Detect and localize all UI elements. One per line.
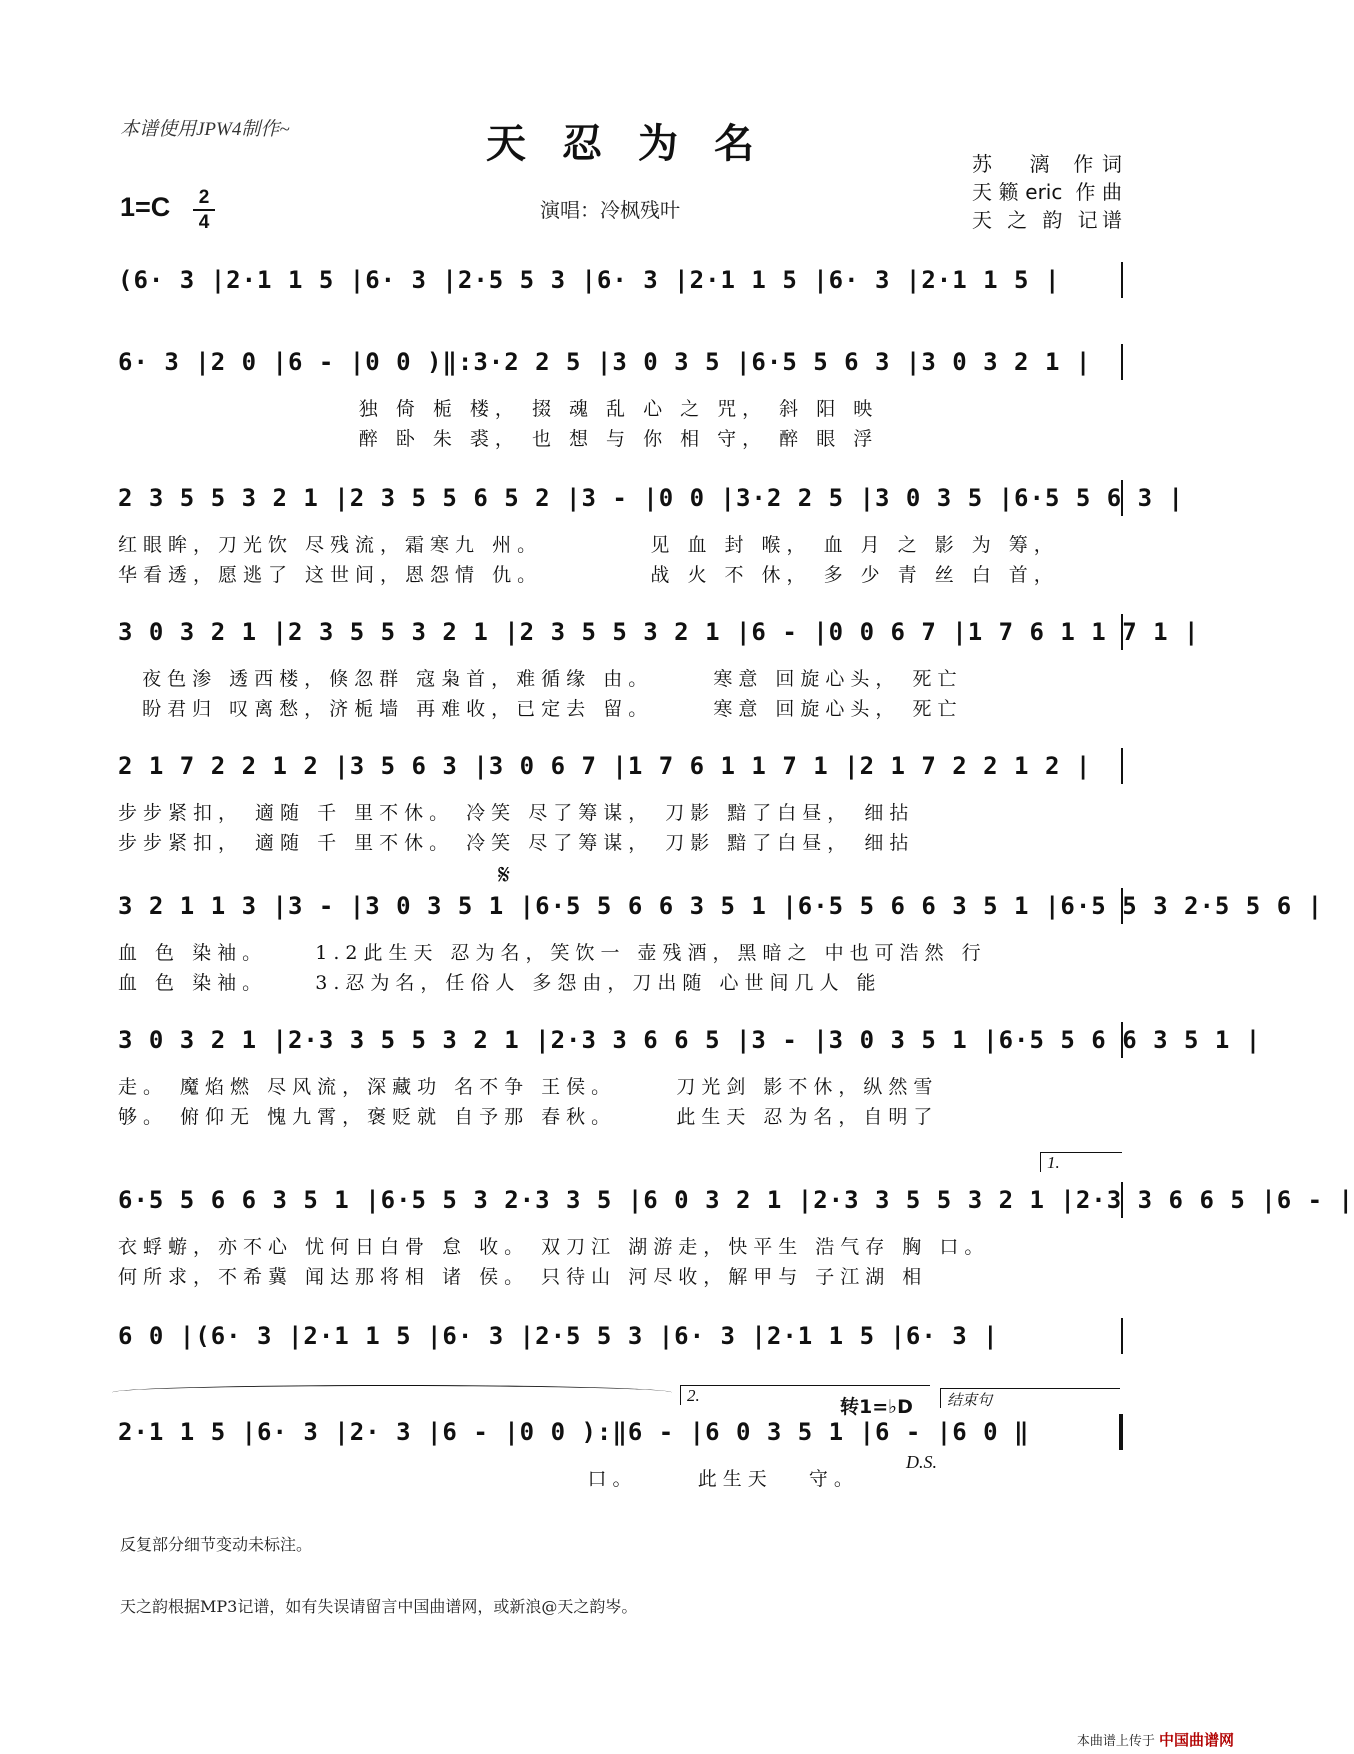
footnote-transcription: 天之韵根据MP3记谱，如有失误请留言中国曲谱网，或新浪@天之韵岑。 (120, 1597, 638, 1616)
barline (1121, 1022, 1123, 1058)
credit-composer: 天籁eric 作曲 (972, 180, 1122, 204)
barline (1121, 888, 1123, 924)
song-title: 天忍为名 (486, 120, 790, 167)
notation-line: 2 3 5 5 3 2 1 |2 3 5 5 6 5 2 |3 - |0 0 |3·2 2 5 |3 0 3 5 |6·5 5 6 3 | (118, 484, 1184, 512)
barline (1121, 262, 1123, 298)
lyric-verse-2: 血 色 染袖。 3.忍为名，任俗人 多怨由，刀出随 心世间几人 能 (118, 972, 882, 994)
lyric-verse-1: 步步紧扣， 適随 千 里不休。 冷笑 尽了筹谋， 刀影 黯了白昼， 细拈 (118, 802, 915, 824)
score-system-1 (118, 258, 1123, 318)
lyric-verse-2: 盼君归 叹离愁，济栀墙 再难收，已定去 留。 寒意 回旋心头， 死亡 (118, 698, 963, 720)
ending-bracket: 结束句 (940, 1388, 1120, 1408)
lyric-verse-1: 独 倚 栀 楼， 掇 魂 乱 心 之 咒， 斜 阳 映 (118, 398, 879, 420)
segno-sign: 𝄋 (498, 858, 511, 891)
score-system-3 (118, 476, 1184, 586)
lyric-verse-1: 走。 魔焰燃 尽风流，深藏功 名不争 王侯。 刀光剑 影不休，纵然雪 (118, 1076, 939, 1098)
notation-line: 6 0 |(6· 3 |2·1 1 5 |6· 3 |2·5 5 3 |6· 3 |2·1 1 5 |6· 3 | (118, 1322, 999, 1350)
score-system-5 (118, 744, 1123, 854)
barline (1121, 1182, 1123, 1218)
volta-1-bracket: 1. (1040, 1152, 1122, 1172)
score-system-6 (118, 884, 1324, 994)
credit-lyricist: 苏 漓 作词 (972, 152, 1122, 176)
lyric-verse-2: 醉 卧 朱 裘， 也 想 与 你 相 守， 醉 眼 浮 (118, 428, 879, 450)
barline (1121, 344, 1123, 380)
credits (972, 150, 1122, 234)
meter-divider (193, 209, 215, 211)
notation-line: (6· 3 |2·1 1 5 |6· 3 |2·5 5 3 |6· 3 |2·1 1 5 |6· 3 |2·1 1 5 | (118, 266, 1061, 294)
score-system-10 (118, 1410, 1123, 1490)
key-change-marking: 转1=♭D (840, 1396, 913, 1418)
score-system-4 (118, 610, 1200, 720)
footnote-repeat: 反复部分细节变动未标注。 (120, 1535, 313, 1554)
upload-prefix: 本曲谱上传于 (1076, 1734, 1155, 1749)
final-barline (1119, 1414, 1123, 1450)
credit-transcriber: 天 之 韵 记谱 (972, 208, 1122, 232)
lyric-verse-1: 红眼眸，刀光饮 尽残流，霜寒九 州。 见 血 封 喉， 血 月 之 影 为 筹， (118, 534, 1059, 556)
lyric-verse-1: 血 色 染袖。 1.2此生天 忍为名，笑饮一 壶残酒，黑暗之 中也可浩然 行 (118, 942, 987, 964)
ds-marking: D.S. (906, 1452, 937, 1472)
lyric-verse-2: 步步紧扣， 適随 千 里不休。 冷笑 尽了筹谋， 刀影 黯了白昼， 细拈 (118, 832, 915, 854)
notation-line: 6· 3 |2 0 |6 - |0 0 )‖:3·2 2 5 |3 0 3 5 |6·5 5 6 3 |3 0 3 2 1 | (118, 348, 1092, 376)
lyric-verse-2: 何所求，不希冀 闻达那将相 诸 侯。 只待山 河尽收，解甲与 子江湖 相 (118, 1266, 928, 1288)
meter-top: 2 (198, 187, 210, 208)
barline (1121, 1318, 1123, 1354)
notation-line: 3 2 1 1 3 |3 - |3 0 3 5 1 |6·5 5 6 6 3 5 1 |6·5 5 6 6 3 5 1 |6·5 5 3 2·5 5 6 | (118, 892, 1324, 920)
notation-line: 6·5 5 6 6 3 5 1 |6·5 5 3 2·3 3 5 |6 0 3 2 1 |2·3 3 5 5 3 2 1 |2·3 3 6 6 5 |6 - | (118, 1186, 1354, 1214)
score-system-2 (118, 340, 1123, 450)
barline (1121, 480, 1123, 516)
lyric-verse-2: 够。 俯仰无 愧九霄，褒贬就 自予那 春秋。 此生天 忍为名，自明了 (118, 1106, 939, 1128)
phrase-slur (112, 1385, 672, 1400)
notation-line: 3 0 3 2 1 |2 3 5 5 3 2 1 |2 3 5 5 3 2 1 |6 - |0 0 6 7 |1 7 6 1 1 7 1 | (118, 618, 1200, 646)
lyric-verse-1: 夜色渗 透西楼，倏忽群 寇枭首，难循缘 由。 寒意 回旋心头， 死亡 (118, 668, 963, 690)
score-system-8 (118, 1178, 1354, 1288)
score-system-7 (118, 1018, 1262, 1128)
meter-bottom: 4 (198, 212, 210, 233)
time-signature (193, 188, 215, 232)
lyric-verse-2: 华看透，愿逃了 这世间，恩怨情 仇。 战 火 不 休， 多 少 青 丝 白 首， (118, 564, 1059, 586)
maker-note: 本谱使用JPW4制作~ (120, 119, 290, 140)
volta-2-bracket: 2. (680, 1385, 930, 1405)
notation-line: 3 0 3 2 1 |2·3 3 5 5 3 2 1 |2·3 3 6 6 5 |3 - |3 0 3 5 1 |6·5 5 6 6 3 5 1 | (118, 1026, 1262, 1054)
lyric-verse-1: 衣蜉蝣，亦不心 忧何日白骨 怠 收。 双刀江 湖游走，快平生 浩气存 胸 口。 (118, 1236, 990, 1258)
notation-line: 2 1 7 2 2 1 2 |3 5 6 3 |3 0 6 7 |1 7 6 1 1 7 1 |2 1 7 2 2 1 2 | (118, 752, 1092, 780)
singer: 演唱：冷枫残叶 (540, 198, 680, 222)
site-logo: 中国曲谱网 (1158, 1731, 1234, 1749)
barline (1121, 748, 1123, 784)
notation-line: 2·1 1 5 |6· 3 |2· 3 |6 - |0 0 ):‖6 - |6 0 3 5 1 |6 - |6 0 ‖ (118, 1418, 1030, 1446)
lyric-verse-1: 口。 此生天 守。 (118, 1468, 859, 1490)
score-system-9 (118, 1314, 1123, 1374)
upload-credit (1077, 1729, 1234, 1750)
key-signature: 1=C (120, 192, 171, 222)
barline (1121, 614, 1123, 650)
